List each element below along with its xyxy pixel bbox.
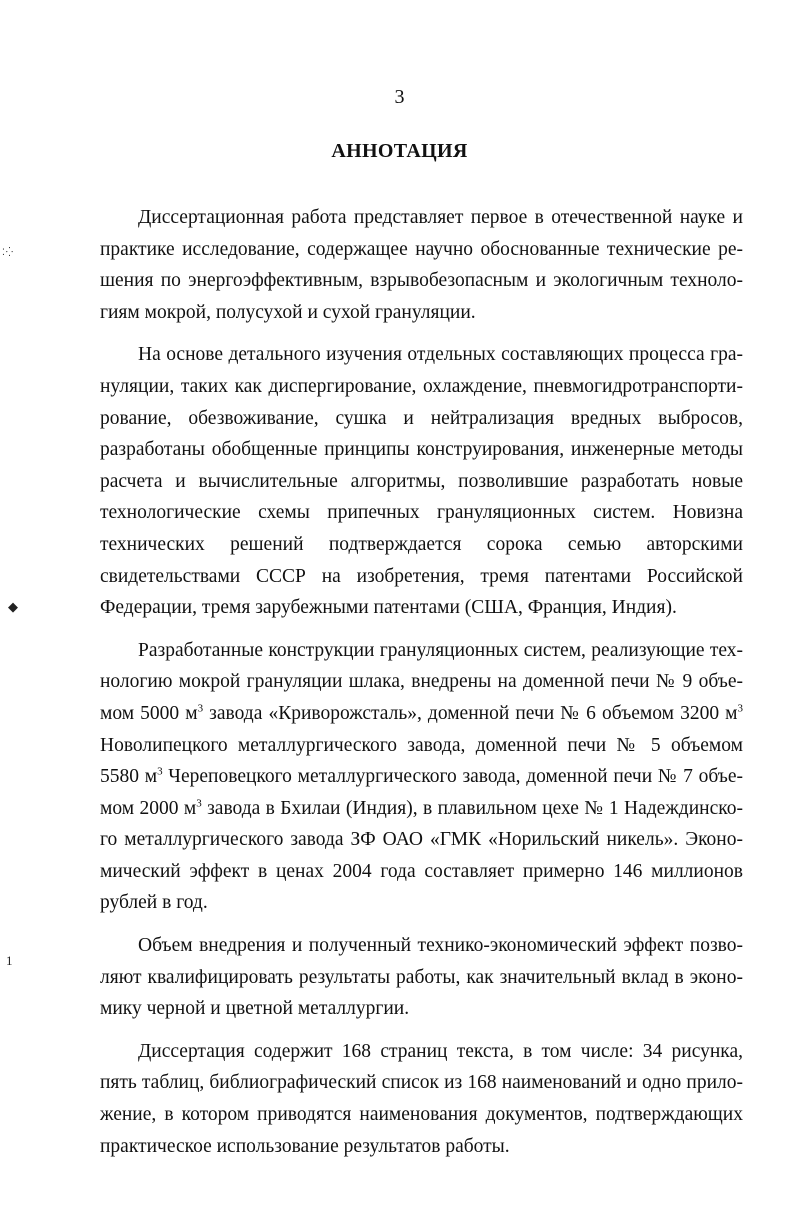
page-number: 3 [394,86,405,108]
margin-dots-mark: ⁚⁛ [2,248,15,258]
paragraph-3-part-1: Разработанные конструкции грануляционных систем, реализующие технологию мокрой грануляции шлака, внедрены на доменной печи № 9 объемом 5000 м [100,639,743,724]
cubic-exponent: 3 [196,797,202,810]
annotation-body [100,202,743,1173]
paragraph-5: Диссертация содержит 168 страниц текста, в том числе: 34 рисунка, пять таблиц, библиографический список из 168 наименований и одно приложение, в котором приводятся наименования документов, подтверждающих практическое использование результатов работы. [100,1040,743,1157]
margin-one-mark: 1 [6,953,13,968]
paragraph-4: Объем внедрения и полученный технико-экономический эффект позволяют квалифицировать результаты работы, как значительный вклад в экономику черной и цветной металлургии. [100,935,743,1020]
page-title: АННОТАЦИЯ [331,140,468,162]
cubic-exponent: 3 [197,702,204,715]
paragraph-3-part-3: Новолипецкого металлургического завода, доменной печи № 5 объемом 5580 м [100,734,743,788]
paragraph-2: На основе детального изучения отдельных составляющих процесса грануляции, таких как диспергирование, охлаждение, пневмогидротранспортирование, обезвоживание, сушка и нейтрализация вредных выбросов, разработаны обобщенные принципы конструирования, инженерные методы расчета и вычислительные алгоритмы, позволившие разработать новые технологические схемы припечных грануляционных систем. Новизна технических решений подтверждается сорока семью авторскими свидетельствами СССР на изобретения, тремя патентами Российской Федерации, тремя зарубежными патентами (США, Франция, Индия). [100,344,743,619]
paragraph-3-part-4: Череповецкого металлургического завода, доменной печи № 7 объемом 2000 м [100,766,743,819]
paragraph-3-part-5: завода в Бхилаи (Индия), в плавильном цехе № 1 Надеждинского металлургического завода ЗФ ОАО «ГМК «Норильский никель». Экономический эффект в ценах 2004 года составляет примерно 146 миллионов рублей в год. [100,797,743,914]
paragraph-3-part-2: завода «Криворожсталь», доменной печи № 6 объемом 3200 м [203,702,738,724]
margin-diamond-mark: ◆ [8,600,18,615]
cubic-exponent: 3 [737,702,744,715]
paragraph-1: Диссертационная работа представляет первое в отечественной науке и практике исследование, содержащее научно обоснованные технические решения по энергоэффективным, взрывобезопасным и экологичным технологиям мокрой, полусухой и сухой грануляции. [100,207,743,323]
paragraph-3 [100,635,743,919]
cubic-exponent: 3 [157,765,163,778]
